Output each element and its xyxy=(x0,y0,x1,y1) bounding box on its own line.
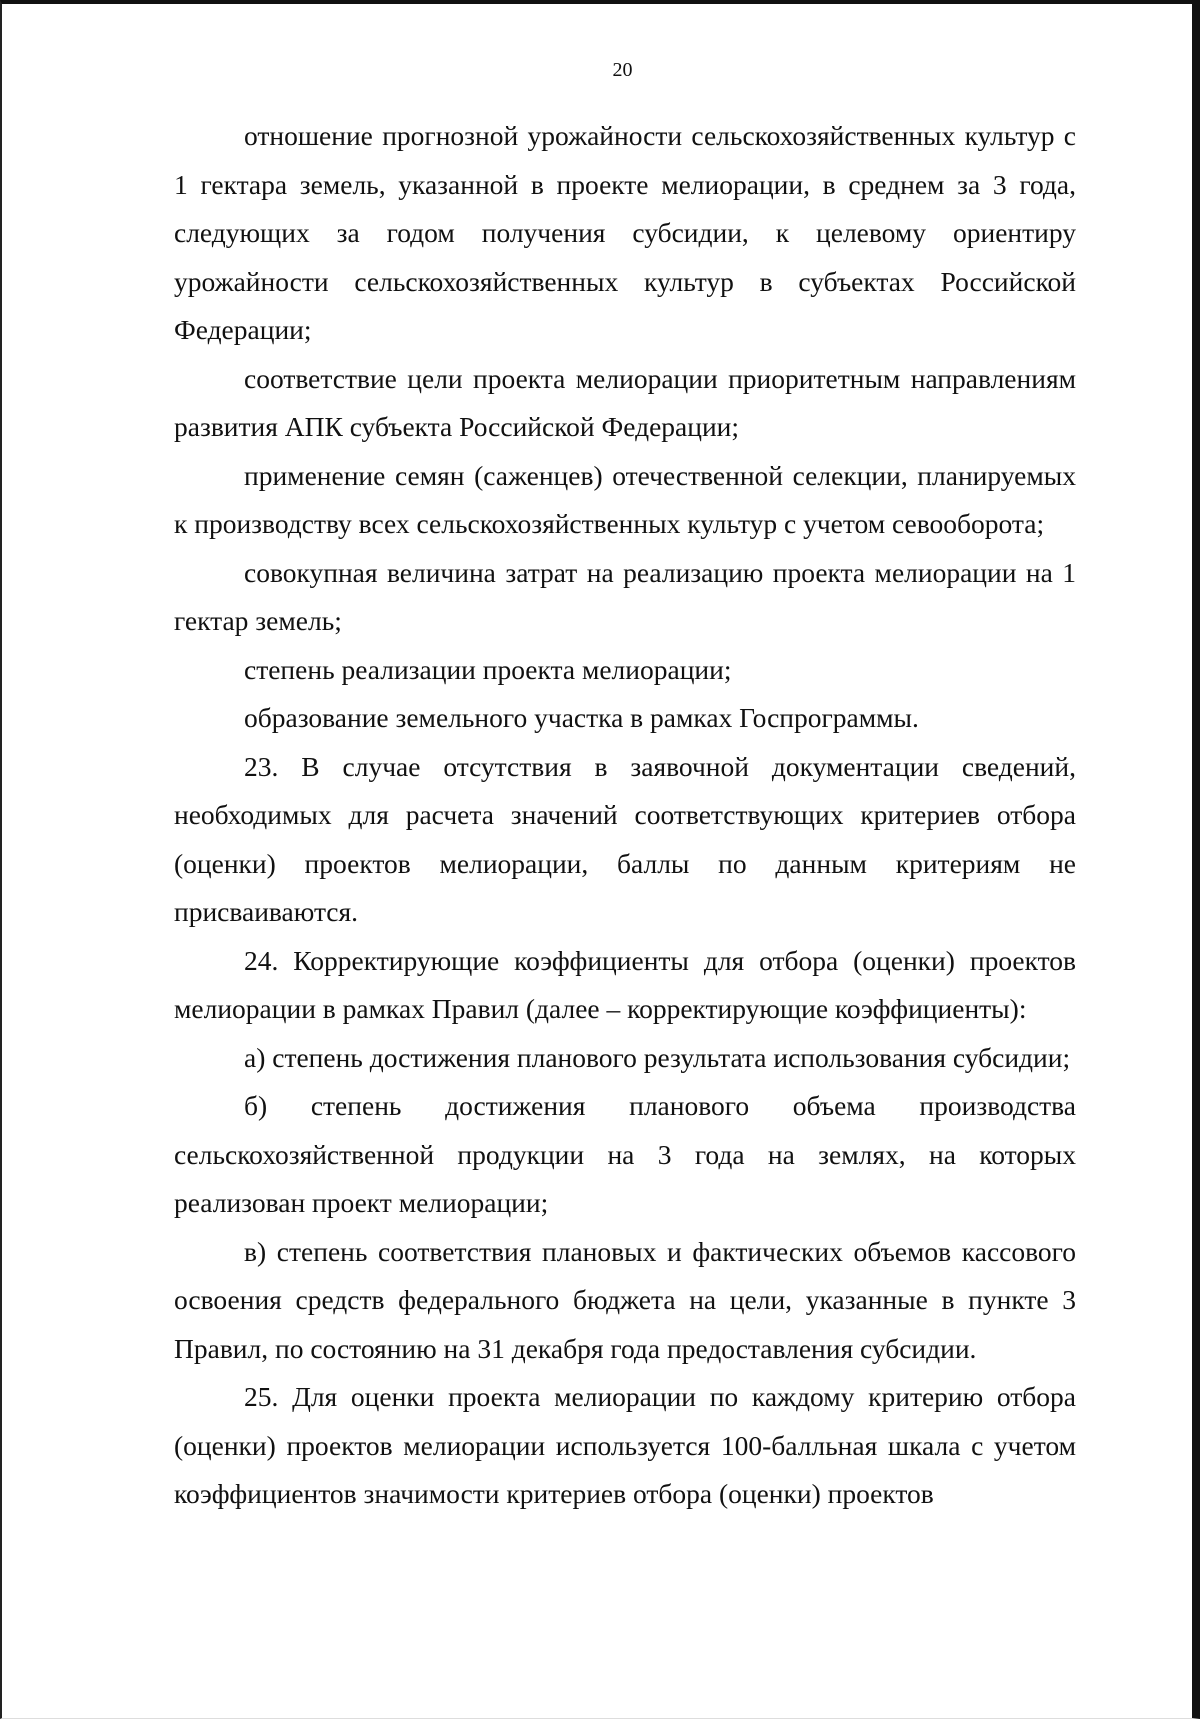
paragraph-item-24-a: а) степень достижения планового результата использования субсидии; xyxy=(244,1041,1071,1073)
paragraph-item-25: 25. Для оценки проекта мелиорации по каждому критерию отбора (оценки) проектов мелиорации используется 100-балльная шкала с учетом коэффициентов значимости критериев отбора (оценки) проектов xyxy=(174,1381,1076,1509)
paragraph-land-plot: образование земельного участка в рамках Госпрограммы. xyxy=(244,702,919,733)
page-number: 20 xyxy=(612,59,633,81)
paragraph-item-24-v: в) степень соответствия плановых и фактических объемов кассового освоения средств федерального бюджета на цели, указанные в пункте 3 Правил, по состоянию на 31 декабря года предоставления субсидии. xyxy=(174,1235,1076,1364)
paragraph-total-costs: совокупная величина затрат на реализацию проекта мелиорации на 1 гектар земель; xyxy=(174,556,1076,636)
paragraph-implementation-degree: степень реализации проекта мелиорации; xyxy=(244,653,732,685)
paragraph-item-23: 23. В случае отсутствия в заявочной документации сведений, необходимых для расчета значений соответствующих критериев отбора (оценки) проектов мелиорации, баллы по данным критериям не присваиваются. xyxy=(174,750,1076,927)
document-body xyxy=(174,112,1076,1519)
paragraph-item-24-b: б) степень достижения планового объема производства сельскохозяйственной продукции на 3 года на землях, на которых реализован проект мелиорации; xyxy=(174,1090,1076,1218)
paragraph-domestic-seeds: применение семян (саженцев) отечественной селекции, планируемых к производству всех сельскохозяйственных культур с учетом севооборота; xyxy=(174,459,1076,539)
paragraph-yield-ratio: отношение прогнозной урожайности сельскохозяйственных культур с 1 гектара земель, указанной в проекте мелиорации, в среднем за 3 года, следующих за годом получения субсидии, к целевому ориентиру урожайности сельскохозяйственных культур в субъектах Российской Федерации; xyxy=(174,120,1076,345)
paragraph-priority-directions: соответствие цели проекта мелиорации приоритетным направлениям развития АПК субъекта Российской Федерации; xyxy=(174,362,1076,442)
paragraph-item-24: 24. Корректирующие коэффициенты для отбора (оценки) проектов мелиорации в рамках Правил (далее – корректирующие коэффициенты): xyxy=(174,944,1076,1024)
